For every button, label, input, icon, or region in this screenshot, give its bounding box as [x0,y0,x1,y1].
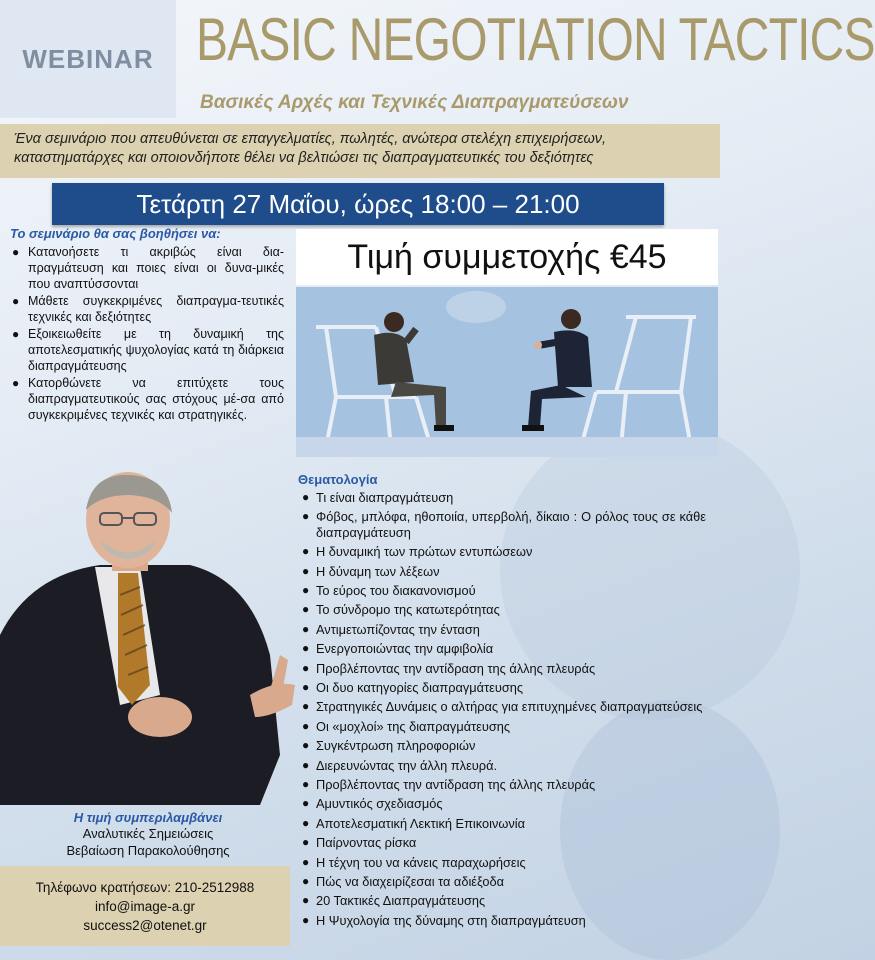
list-item-text: Προβλέποντας την αντίδραση της άλλης πλευράς [316,660,596,676]
includes-heading: Η τιμή συμπεριλαμβάνει [73,810,223,825]
speaker-illustration [0,455,296,805]
contact-email[interactable]: success2@otenet.gr [83,918,207,933]
bullet-icon: ● [302,563,310,578]
bullet-icon: ● [302,893,310,908]
price-box [296,229,718,285]
bullet-icon: ● [302,621,310,636]
list-item [298,913,706,929]
date-banner [52,183,664,225]
webinar-badge [0,0,176,118]
bullet-icon: ● [302,583,310,598]
list-item-text: Το σύνδρομο της κατωτερότητας [316,602,500,618]
price-text: Τιμή συμμετοχής €45 [347,237,667,276]
contact-box [0,866,290,946]
list-item [298,509,706,540]
intro-band [0,124,720,178]
includes-item: Αναλυτικές Σημειώσεις [82,826,214,841]
bullet-icon: ● [302,738,310,753]
list-item [8,293,284,325]
bullet-icon: ● [302,602,310,617]
list-item [298,641,706,657]
bullet-icon: ● [302,680,310,695]
list-item [298,699,706,715]
list-item [8,244,284,292]
bullet-icon: ● [12,294,20,308]
contact-phone: Τηλέφωνο κρατήσεων: 210-2512988 [35,880,255,895]
list-item [298,855,706,871]
contact-email[interactable]: info@image-a.gr [95,899,195,914]
list-item-text: Τι είναι διαπραγμάτευση [316,490,454,505]
list-item [298,564,706,580]
list-item [298,680,706,696]
list-item [298,835,706,851]
list-item [298,777,706,793]
bullet-icon: ● [12,245,20,259]
list-item-text: Παίρνοντας ρίσκα [316,835,417,851]
bullet-icon: ● [302,854,310,869]
help-list [8,244,284,424]
list-item [298,758,706,774]
list-item-text: Διερευνώντας την άλλη πλευρά. [316,757,498,773]
list-item-text: Οι δυο κατηγορίες διαπραγμάτευσης [316,680,524,696]
list-item [8,326,284,374]
bullet-icon: ● [302,796,310,811]
bullet-icon: ● [302,873,310,888]
list-item [298,583,706,599]
list-item [8,375,284,423]
list-item-text: Αποτελεσματική Λεκτική Επικοινωνία [316,815,525,831]
bullet-icon: ● [302,699,310,714]
help-heading: Το σεμινάριο θα σας βοηθήσει να: [10,226,221,241]
page-title: BASIC NEGOTIATION TACTICS [196,6,875,73]
list-item-text: Η δύναμη των λέξεων [316,563,440,579]
list-item-text: Φόβος, μπλόφα, ηθοποιία, υπερβολή, δίκαιο : Ο ρόλος τους σε κάθε διαπραγμάτευση [316,509,706,540]
negotiation-meeting-photo [296,287,718,457]
list-item [298,738,706,754]
bullet-icon: ● [302,641,310,656]
list-item-text: 20 Τακτικές Διαπραγμάτευσης [316,893,486,909]
bullet-icon: ● [302,509,310,524]
list-item-text: Στρατηγικές Δυνάμεις o αλτήρας για επιτυχημένες διαπραγματεύσεις [316,699,703,715]
bullet-icon: ● [302,544,310,559]
list-item [298,661,706,677]
bullet-icon: ● [302,757,310,772]
list-item [298,893,706,909]
list-item-text: Κατανοήσετε τι ακριβώς είναι δια-πραγμάτευση και ποιες είναι οι δυνα-μικές που αναπτύσσονται [28,245,284,291]
list-item-text: Το εύρος του διακανονισμού [316,583,476,599]
topics-list [298,490,706,932]
bullet-icon: ● [302,835,310,850]
list-item-text: Η δυναμική των πρώτων εντυπώσεων [316,544,533,560]
list-item-text: Η Ψυχολογία της δύναμης στη διαπραγμάτευση [316,912,586,928]
bullet-icon: ● [302,776,310,791]
list-item-text: Αμυντικός σχεδιασμός [316,796,443,812]
topics-heading: Θεματολογία [298,472,378,487]
bullet-icon: ● [302,660,310,675]
bullet-icon: ● [302,718,310,733]
list-item [298,796,706,812]
list-item-text: Προβλέποντας την αντίδραση της άλλης πλευράς [316,776,596,792]
list-item [298,719,706,735]
list-item [298,816,706,832]
list-item-text: Συγκέντρωση πληροφοριών [316,738,476,754]
page-subtitle: Βασικές Αρχές και Τεχνικές Διαπραγματεύσεων [200,92,629,113]
list-item-text: Ενεργοποιώντας την αμφιβολία [316,641,494,657]
includes-item: Βεβαίωση Παρακολούθησης [66,843,230,858]
webinar-label: WEBINAR [22,43,154,74]
intro-line: Ένα σεμινάριο που απευθύνεται σε επαγγελματίες, πωλητές, ανώτερα στελέχη επιχειρήσεων, [14,131,607,147]
speaker-photo [0,455,296,805]
list-item [298,622,706,638]
list-item-text: Πώς να διαχειρίζεσαι τα αδιέξοδα [316,873,505,889]
list-item-text: Κατορθώνετε να επιτύχετε τους διαπραγματευτικούς σας στόχους μέ-σα από συγκεκριμένες τεχνικές και στρατηγικές. [28,376,284,422]
list-item-text: Οι «μοχλοί» της διαπραγμάτευσης [316,718,511,734]
list-item-text: Αντιμετωπίζοντας την ένταση [316,621,480,637]
list-item-text: Εξοικειωθείτε με τη δυναμική της αποτελεσματικής ψυχολογίας κατά τη διάρκεια διαπραγμάτευσης [28,327,284,373]
list-item [298,490,706,506]
intro-line: καταστηματάρχες και οποιονδήποτε θέλει να βελτιώσει τις διαπραγματευτικές του δεξιότητες [14,150,594,166]
negotiation-meeting-illustration [296,287,718,457]
bullet-icon: ● [302,490,310,504]
list-item [298,602,706,618]
list-item-text: Η τέχνη του να κάνεις παραχωρήσεις [316,854,526,870]
list-item [298,874,706,890]
date-text: Τετάρτη 27 Μαΐου, ώρες 18:00 – 21:00 [136,188,580,219]
list-item-text: Μάθετε συγκεκριμένες διαπραγμα-τευτικές τεχνικές και δεξιότητες [28,294,284,324]
bullet-icon: ● [12,327,20,341]
bullet-icon: ● [302,815,310,830]
bullet-icon: ● [302,912,310,927]
bullet-icon: ● [12,376,20,390]
list-item [298,544,706,560]
